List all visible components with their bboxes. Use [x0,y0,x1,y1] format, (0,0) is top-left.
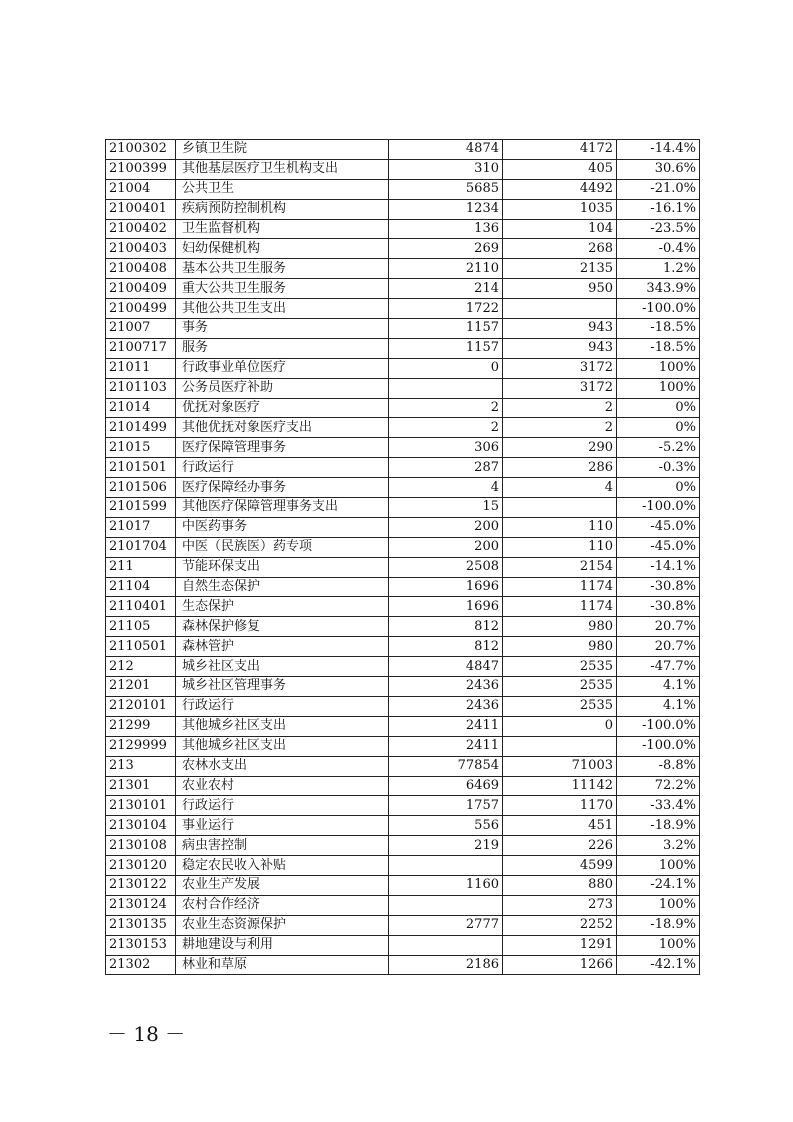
cell-code: 21299 [106,716,176,736]
cell-code: 2100408 [106,259,176,279]
cell-curr-value: 2135 [503,259,617,279]
cell-curr-value: 980 [503,637,617,657]
cell-curr-value: 4492 [503,179,617,199]
cell-name: 医疗保障管理事务 [176,438,389,458]
cell-prev-value [389,856,503,876]
cell-prev-value: 1696 [389,597,503,617]
table-row [106,716,700,736]
cell-code: 2100401 [106,199,176,219]
cell-code: 21104 [106,577,176,597]
table-row [106,557,700,577]
cell-curr-value: 1035 [503,199,617,219]
cell-prev-value: 1757 [389,796,503,816]
cell-change-pct: 100% [617,358,700,378]
cell-code: 2101499 [106,418,176,438]
table-row [106,856,700,876]
cell-name: 森林管护 [176,637,389,657]
cell-code: 2100402 [106,219,176,239]
cell-change-pct: -18.5% [617,319,700,339]
cell-prev-value: 77854 [389,756,503,776]
cell-change-pct: -14.1% [617,557,700,577]
table-row [106,140,700,160]
cell-code: 21017 [106,517,176,537]
cell-change-pct: 0% [617,398,700,418]
cell-change-pct: -18.5% [617,338,700,358]
cell-curr-value: 2 [503,418,617,438]
cell-code: 21007 [106,319,176,339]
cell-name: 其他公共卫生支出 [176,299,389,319]
cell-name: 其他优抚对象医疗支出 [176,418,389,438]
cell-change-pct: 100% [617,935,700,955]
cell-curr-value: 110 [503,537,617,557]
cell-change-pct: 20.7% [617,617,700,637]
cell-prev-value: 1160 [389,875,503,895]
cell-curr-value: 104 [503,219,617,239]
budget-table-body [106,140,700,975]
cell-change-pct: -0.4% [617,239,700,259]
cell-code: 21004 [106,179,176,199]
cell-prev-value: 1157 [389,338,503,358]
cell-change-pct: 343.9% [617,279,700,299]
table-row [106,517,700,537]
cell-code: 2130122 [106,875,176,895]
cell-prev-value: 200 [389,537,503,557]
table-row [106,895,700,915]
cell-change-pct: 4.1% [617,696,700,716]
cell-code: 2101599 [106,498,176,518]
cell-name: 事务 [176,319,389,339]
cell-prev-value: 4 [389,478,503,498]
table-row [106,438,700,458]
table-row [106,299,700,319]
table-row [106,537,700,557]
cell-code: 21014 [106,398,176,418]
cell-prev-value: 136 [389,219,503,239]
cell-name: 病虫害控制 [176,836,389,856]
cell-curr-value: 290 [503,438,617,458]
cell-prev-value: 2411 [389,736,503,756]
cell-name: 公务员医疗补助 [176,378,389,398]
cell-name: 其他城乡社区支出 [176,716,389,736]
cell-prev-value: 0 [389,358,503,378]
cell-change-pct: -14.4% [617,140,700,160]
table-row [106,378,700,398]
cell-code: 2100499 [106,299,176,319]
table-row [106,796,700,816]
cell-prev-value: 1722 [389,299,503,319]
cell-name: 农业生态资源保护 [176,915,389,935]
cell-name: 妇幼保健机构 [176,239,389,259]
table-row [106,159,700,179]
cell-change-pct: 3.2% [617,836,700,856]
cell-prev-value [389,895,503,915]
table-row [106,816,700,836]
cell-prev-value: 2777 [389,915,503,935]
cell-name: 城乡社区管理事务 [176,677,389,697]
cell-name: 稳定农民收入补贴 [176,856,389,876]
cell-code: 21011 [106,358,176,378]
table-row [106,756,700,776]
table-row [106,597,700,617]
table-row [106,418,700,438]
cell-code: 2130124 [106,895,176,915]
table-row [106,259,700,279]
cell-curr-value: 1174 [503,597,617,617]
cell-change-pct: -45.0% [617,517,700,537]
cell-prev-value: 556 [389,816,503,836]
table-row [106,875,700,895]
cell-curr-value: 2 [503,398,617,418]
cell-change-pct: -5.2% [617,438,700,458]
cell-code: 2110401 [106,597,176,617]
cell-code: 21302 [106,955,176,975]
cell-name: 森林保护修复 [176,617,389,637]
cell-name: 农村合作经济 [176,895,389,915]
cell-change-pct: -21.0% [617,179,700,199]
cell-change-pct: 100% [617,895,700,915]
cell-code: 2100409 [106,279,176,299]
cell-change-pct: 20.7% [617,637,700,657]
cell-curr-value: 4 [503,478,617,498]
cell-change-pct: 100% [617,378,700,398]
cell-code: 2130101 [106,796,176,816]
table-row [106,915,700,935]
table-row [106,637,700,657]
cell-prev-value: 812 [389,617,503,637]
cell-prev-value: 2186 [389,955,503,975]
cell-curr-value: 3172 [503,378,617,398]
cell-prev-value: 2436 [389,696,503,716]
cell-change-pct: -16.1% [617,199,700,219]
cell-code: 2101704 [106,537,176,557]
cell-change-pct: -18.9% [617,816,700,836]
cell-curr-value: 273 [503,895,617,915]
cell-curr-value [503,299,617,319]
cell-curr-value: 451 [503,816,617,836]
cell-change-pct: 72.2% [617,776,700,796]
cell-curr-value: 268 [503,239,617,259]
cell-name: 生态保护 [176,597,389,617]
cell-curr-value: 880 [503,875,617,895]
cell-curr-value: 1266 [503,955,617,975]
cell-code: 2130153 [106,935,176,955]
table-row [106,338,700,358]
cell-change-pct: -30.8% [617,597,700,617]
budget-table-container [105,139,700,975]
cell-change-pct: -100.0% [617,736,700,756]
cell-curr-value: 71003 [503,756,617,776]
cell-name: 医疗保障经办事务 [176,478,389,498]
table-row [106,458,700,478]
cell-curr-value: 4599 [503,856,617,876]
cell-prev-value: 2110 [389,259,503,279]
cell-name: 服务 [176,338,389,358]
cell-prev-value: 5685 [389,179,503,199]
cell-name: 节能环保支出 [176,557,389,577]
cell-curr-value: 0 [503,716,617,736]
cell-prev-value: 287 [389,458,503,478]
cell-code: 21201 [106,677,176,697]
cell-change-pct: 4.1% [617,677,700,697]
table-row [106,657,700,677]
cell-prev-value: 15 [389,498,503,518]
table-row [106,199,700,219]
cell-prev-value: 2411 [389,716,503,736]
cell-prev-value: 306 [389,438,503,458]
cell-curr-value: 2535 [503,677,617,697]
cell-code: 212 [106,657,176,677]
cell-code: 2130120 [106,856,176,876]
cell-name: 林业和草原 [176,955,389,975]
cell-name: 行政运行 [176,458,389,478]
cell-change-pct: 1.2% [617,259,700,279]
cell-curr-value: 4172 [503,140,617,160]
cell-prev-value: 214 [389,279,503,299]
cell-prev-value: 1157 [389,319,503,339]
cell-name: 耕地建设与利用 [176,935,389,955]
cell-prev-value [389,378,503,398]
cell-change-pct: 30.6% [617,159,700,179]
cell-curr-value: 980 [503,617,617,637]
table-row [106,677,700,697]
cell-prev-value: 269 [389,239,503,259]
cell-change-pct: -33.4% [617,796,700,816]
table-row [106,617,700,637]
cell-curr-value: 11142 [503,776,617,796]
cell-name: 疾病预防控制机构 [176,199,389,219]
table-row [106,776,700,796]
cell-change-pct: -100.0% [617,716,700,736]
cell-code: 2100403 [106,239,176,259]
cell-change-pct: -100.0% [617,299,700,319]
table-row [106,935,700,955]
cell-code: 21301 [106,776,176,796]
cell-name: 农林水支出 [176,756,389,776]
cell-prev-value: 2 [389,418,503,438]
cell-name: 其他基层医疗卫生机构支出 [176,159,389,179]
cell-code: 2110501 [106,637,176,657]
cell-change-pct: -18.9% [617,915,700,935]
cell-change-pct: -8.8% [617,756,700,776]
cell-prev-value: 2 [389,398,503,418]
cell-code: 213 [106,756,176,776]
cell-code: 2100717 [106,338,176,358]
table-row [106,736,700,756]
table-row [106,398,700,418]
cell-code: 2100399 [106,159,176,179]
cell-code: 2100302 [106,140,176,160]
cell-change-pct: -0.3% [617,458,700,478]
cell-name: 农业农村 [176,776,389,796]
cell-prev-value: 2436 [389,677,503,697]
table-row [106,577,700,597]
cell-name: 行政运行 [176,796,389,816]
cell-curr-value: 2252 [503,915,617,935]
cell-change-pct: -23.5% [617,219,700,239]
cell-curr-value: 286 [503,458,617,478]
cell-prev-value: 200 [389,517,503,537]
cell-name: 重大公共卫生服务 [176,279,389,299]
cell-change-pct: -42.1% [617,955,700,975]
cell-curr-value: 405 [503,159,617,179]
cell-change-pct: -24.1% [617,875,700,895]
cell-prev-value: 310 [389,159,503,179]
cell-change-pct: 0% [617,478,700,498]
cell-code: 2101103 [106,378,176,398]
table-row [106,478,700,498]
table-row [106,696,700,716]
cell-code: 2101501 [106,458,176,478]
cell-code: 2101506 [106,478,176,498]
cell-change-pct: -30.8% [617,577,700,597]
cell-change-pct: -100.0% [617,498,700,518]
cell-code: 2130104 [106,816,176,836]
cell-change-pct: -45.0% [617,537,700,557]
cell-prev-value: 4874 [389,140,503,160]
cell-prev-value: 2508 [389,557,503,577]
table-row [106,179,700,199]
cell-code: 211 [106,557,176,577]
table-row [106,955,700,975]
cell-curr-value: 2535 [503,657,617,677]
cell-code: 2130108 [106,836,176,856]
cell-name: 乡镇卫生院 [176,140,389,160]
cell-name: 行政事业单位医疗 [176,358,389,378]
table-row [106,319,700,339]
cell-curr-value [503,736,617,756]
cell-name: 优抚对象医疗 [176,398,389,418]
cell-prev-value: 1696 [389,577,503,597]
cell-name: 城乡社区支出 [176,657,389,677]
cell-code: 21015 [106,438,176,458]
budget-table [105,139,700,975]
cell-curr-value: 110 [503,517,617,537]
cell-name: 自然生态保护 [176,577,389,597]
cell-name: 基本公共卫生服务 [176,259,389,279]
cell-prev-value: 812 [389,637,503,657]
cell-code: 2129999 [106,736,176,756]
cell-curr-value: 1174 [503,577,617,597]
cell-code: 2130135 [106,915,176,935]
table-row [106,358,700,378]
cell-curr-value: 943 [503,338,617,358]
cell-name: 中医（民族医）药专项 [176,537,389,557]
cell-prev-value [389,935,503,955]
cell-curr-value: 943 [503,319,617,339]
table-row [106,836,700,856]
cell-curr-value: 3172 [503,358,617,378]
cell-change-pct: 100% [617,856,700,876]
cell-prev-value: 6469 [389,776,503,796]
cell-name: 中医药事务 [176,517,389,537]
cell-change-pct: 0% [617,418,700,438]
cell-code: 21105 [106,617,176,637]
cell-name: 卫生监督机构 [176,219,389,239]
cell-code: 2120101 [106,696,176,716]
cell-curr-value: 1291 [503,935,617,955]
cell-prev-value: 4847 [389,657,503,677]
cell-curr-value: 2535 [503,696,617,716]
table-row [106,279,700,299]
cell-name: 事业运行 [176,816,389,836]
cell-name: 其他城乡社区支出 [176,736,389,756]
cell-prev-value: 1234 [389,199,503,219]
table-row [106,498,700,518]
cell-name: 行政运行 [176,696,389,716]
cell-curr-value: 950 [503,279,617,299]
cell-name: 其他医疗保障管理事务支出 [176,498,389,518]
cell-curr-value: 1170 [503,796,617,816]
cell-name: 农业生产发展 [176,875,389,895]
cell-curr-value [503,498,617,518]
cell-change-pct: -47.7% [617,657,700,677]
cell-curr-value: 2154 [503,557,617,577]
cell-prev-value: 219 [389,836,503,856]
cell-name: 公共卫生 [176,179,389,199]
cell-curr-value: 226 [503,836,617,856]
page-number: － 18 － [107,1022,186,1046]
table-row [106,219,700,239]
table-row [106,239,700,259]
